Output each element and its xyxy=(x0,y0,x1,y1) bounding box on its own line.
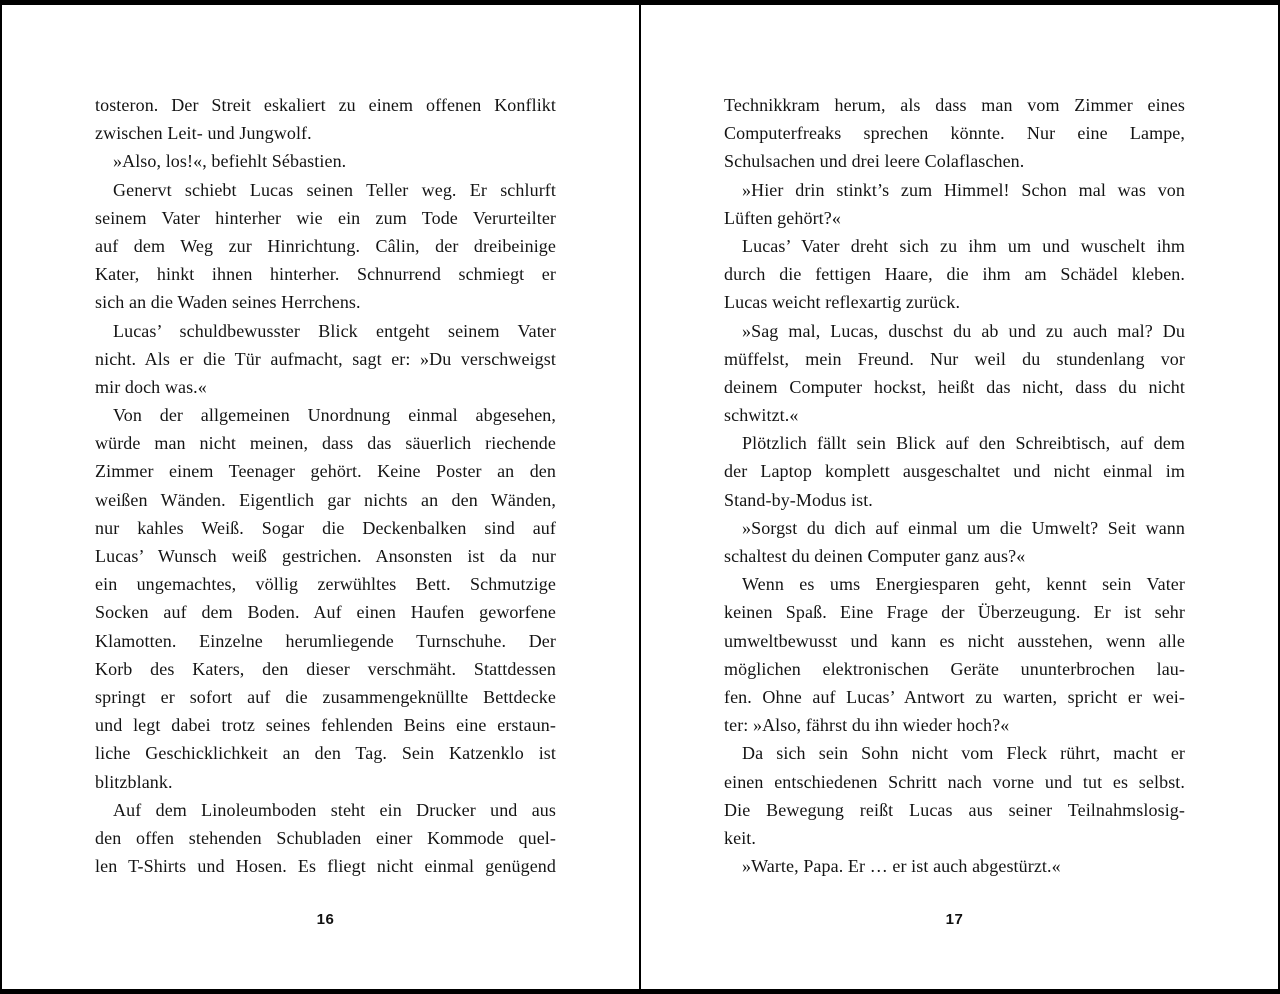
text-line: Korb des Katers, den dieser verschmäht. Stattdessen xyxy=(95,658,556,679)
text-line: nur kahles Weiß. Sogar die Deckenbalken sind auf xyxy=(95,517,556,538)
text-line: seinem Vater hinterher wie ein zum Tode Verurteilter xyxy=(95,207,556,228)
text-line: »Also, los!«, befiehlt Sébastien. xyxy=(113,151,347,172)
text-line: Computerfreaks sprechen könnte. Nur eine Lampe, xyxy=(724,123,1185,144)
text-line: einen entschiedenen Schritt nach vorne und tut es selbst. xyxy=(724,771,1185,792)
text-line: Kater, hinkt ihnen hinterher. Schnurrend schmiegt er xyxy=(95,264,556,285)
text-line: »Hier drin stinkt’s zum Himmel! Schon mal was von xyxy=(742,179,1185,200)
text-line: Die Bewegung reißt Lucas aus seiner Teilnahmslosig- xyxy=(724,799,1185,820)
text-line: Lucas’ schuldbewusster Blick entgeht seinem Vater xyxy=(113,320,556,341)
text-line: nicht. Als er die Tür aufmacht, sagt er: »Du verschweigst xyxy=(95,348,556,369)
page-gutter-divider xyxy=(639,0,641,994)
text-line: deinem Computer hockst, heißt das nicht, dass du nicht xyxy=(724,376,1185,397)
text-line: Lüften gehört?« xyxy=(724,207,841,228)
text-line: »Warte, Papa. Er … er ist auch abgestürzt.« xyxy=(742,856,1061,877)
text-line: keinen Spaß. Eine Frage der Überzeugung. Er ist sehr xyxy=(724,602,1185,623)
text-line: möglichen elektronischen Geräte ununterbrochen lau- xyxy=(724,658,1185,679)
text-line: len T-Shirts und Hosen. Es fliegt nicht einmal genügend xyxy=(95,856,556,877)
text-line: keit. xyxy=(724,827,756,848)
text-line: Stand-by-Modus ist. xyxy=(724,489,873,510)
text-line: würde man nicht meinen, dass das säuerlich riechende xyxy=(95,433,556,454)
text-line: mir doch was.« xyxy=(95,376,207,397)
text-line: Lucas’ Vater dreht sich zu ihm um und wuschelt ihm xyxy=(742,235,1185,256)
text-line: durch die fettigen Haare, die ihm am Schädel kleben. xyxy=(724,264,1185,285)
text-line: Genervt schiebt Lucas seinen Teller weg. Er schlurft xyxy=(113,179,556,200)
text-line: zwischen Leit- und Jungwolf. xyxy=(95,123,312,144)
text-line: Da sich sein Sohn nicht vom Fleck rührt, macht er xyxy=(742,743,1185,764)
text-line: müffelst, mein Freund. Nur weil du stundenlang vor xyxy=(724,348,1185,369)
text-line: Lucas weicht reflexartig zurück. xyxy=(724,292,961,313)
text-line: der Laptop komplett ausgeschaltet und nicht einmal im xyxy=(724,461,1185,482)
text-line: blitzblank. xyxy=(95,771,173,792)
page-number-right: 17 xyxy=(945,911,964,928)
text-line: schwitzt.« xyxy=(724,405,799,426)
text-line: auf dem Weg zur Hinrichtung. Câlin, der dreibeinige xyxy=(95,235,556,256)
text-line: sich an die Waden seines Herrchens. xyxy=(95,292,361,313)
text-line: ter: »Also, fährst du ihn wieder hoch?« xyxy=(724,715,1010,736)
text-line: und legt dabei trotz seines fehlenden Beins eine erstaun- xyxy=(95,715,556,736)
text-line: Klamotten. Einzelne herumliegende Turnschuhe. Der xyxy=(95,630,556,651)
text-line: umweltbewusst und kann es nicht ausstehen, wenn alle xyxy=(724,630,1185,651)
page-left-text-block xyxy=(95,91,556,880)
text-line: Zimmer einem Teenager gehört. Keine Poster an den xyxy=(95,461,556,482)
text-line: Plötzlich fällt sein Blick auf den Schreibtisch, auf dem xyxy=(742,433,1185,454)
page-right-text-block xyxy=(724,91,1185,880)
text-line: »Sorgst du dich auf einmal um die Umwelt? Seit wann xyxy=(742,517,1185,538)
text-line: den offen stehenden Schubladen einer Kommode quel- xyxy=(95,827,556,848)
text-line: schaltest du deinen Computer ganz aus?« xyxy=(724,546,1026,566)
text-line: liche Geschicklichkeit an den Tag. Sein Katzenklo ist xyxy=(95,743,556,764)
text-line: Lucas’ Wunsch weiß gestrichen. Ansonsten ist da nur xyxy=(95,546,556,566)
text-line: Schulsachen und drei leere Colaflaschen. xyxy=(724,151,1025,172)
text-line: Wenn es ums Energiesparen geht, kennt sein Vater xyxy=(742,574,1185,595)
text-line: springt er sofort auf die zusammengeknüllte Bettdecke xyxy=(95,686,556,707)
text-line: Auf dem Linoleumboden steht ein Drucker und aus xyxy=(113,799,556,820)
text-line: tosteron. Der Streit eskaliert zu einem offenen Konflikt xyxy=(95,95,556,115)
page-number-left: 16 xyxy=(316,911,335,928)
text-line: Socken auf dem Boden. Auf einen Haufen geworfene xyxy=(95,602,556,623)
text-line: weißen Wänden. Eigentlich gar nichts an den Wänden, xyxy=(95,489,556,510)
text-line: Technikkram herum, als dass man vom Zimmer eines xyxy=(724,95,1185,115)
text-line: fen. Ohne auf Lucas’ Antwort zu warten, spricht er wei- xyxy=(724,686,1185,707)
frame-border-left xyxy=(0,0,2,994)
text-line: ein ungemachtes, völlig zerwühltes Bett. Schmutzige xyxy=(95,574,556,595)
text-line: »Sag mal, Lucas, duschst du ab und zu auch mal? Du xyxy=(742,320,1185,341)
text-line: Von der allgemeinen Unordnung einmal abgesehen, xyxy=(113,405,556,426)
